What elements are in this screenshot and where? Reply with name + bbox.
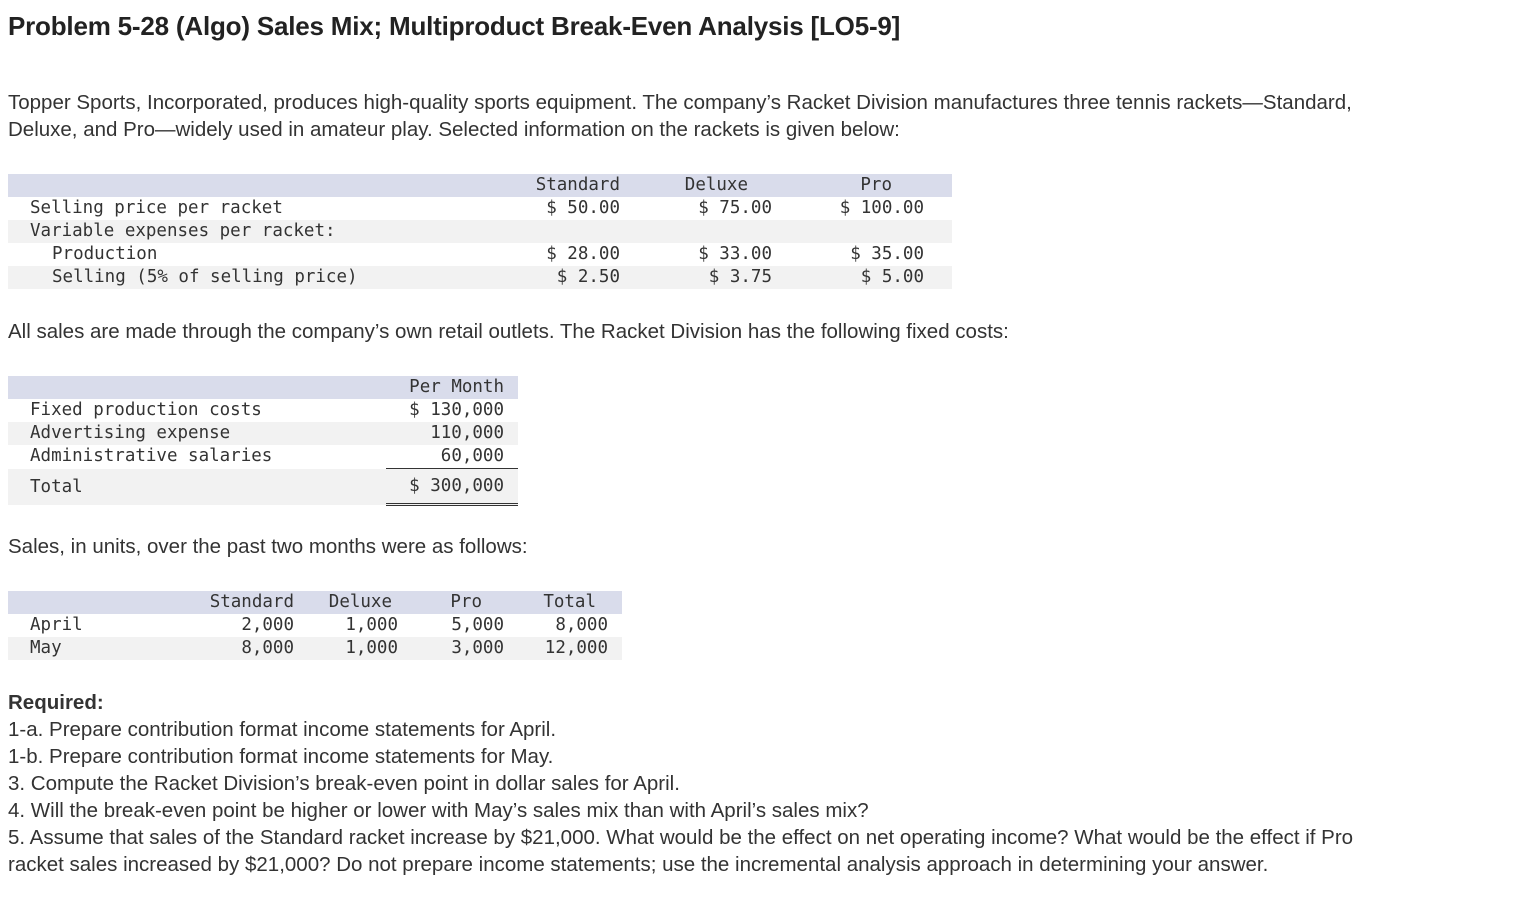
table-row: [8, 637, 622, 660]
row-label: Administrative salaries: [8, 445, 386, 469]
row-label: Advertising expense: [8, 422, 386, 445]
cell-value: $ 2.50: [528, 266, 620, 289]
fixed-costs-table: [8, 376, 518, 506]
table-row: [8, 399, 518, 422]
table-row: [8, 243, 952, 266]
table-row: [8, 614, 622, 637]
row-label: Variable expenses per racket:: [8, 220, 528, 243]
fixed-table-header: [8, 376, 518, 399]
row-label: May: [8, 637, 198, 660]
cell-value: $ 3.75: [620, 266, 772, 289]
cell-value: 60,000: [386, 445, 504, 469]
required-item: 1-b. Prepare contribution format income statements for May.: [8, 745, 554, 768]
cell-value: 8,000: [198, 637, 294, 660]
problem-title: Problem 5-28 (Algo) Sales Mix; Multiproduct Break-Even Analysis [LO5-9]: [8, 11, 901, 41]
fixed-costs-intro: All sales are made through the company’s own retail outlets. The Racket Division has the following fixed costs:: [8, 320, 1009, 343]
cell-value: $ 130,000: [386, 399, 504, 422]
cell-value: 5,000: [398, 614, 504, 637]
cell-value: 2,000: [198, 614, 294, 637]
intro-paragraph: Topper Sports, Incorporated, produces high-quality sports equipment. The company’s Racket Division manufactures three tennis rackets—Standard, Deluxe, and Pro—widely used in amateur play. Selected information on the rackets is given below:: [8, 91, 1352, 141]
header-deluxe: Deluxe: [294, 591, 398, 614]
cell-value: 3,000: [398, 637, 504, 660]
cell-value: [772, 220, 924, 243]
sales-units-table: [8, 591, 622, 660]
row-label: Selling (5% of selling price): [8, 266, 528, 289]
sales-intro: Sales, in units, over the past two months were as follows:: [8, 535, 528, 558]
header-pro: Pro: [772, 174, 924, 197]
cell-value: 12,000: [504, 637, 608, 660]
required-item: 5. Assume that sales of the Standard racket increase by $21,000. What would be the effect on net operating income? What would be the effect if Pro racket sales increased by $21,000? Do not prepare income statements; use the incremental analysis approach in determining your answer.: [8, 826, 1354, 876]
table-row: [8, 220, 952, 243]
row-label: Production: [8, 243, 528, 266]
cell-value: $ 50.00: [528, 197, 620, 220]
row-label: Selling price per racket: [8, 197, 528, 220]
row-label: Fixed production costs: [8, 399, 386, 422]
required-item: 4. Will the break-even point be higher or lower with May’s sales mix than with April’s sales mix?: [8, 799, 869, 822]
table-row: [8, 422, 518, 445]
cell-value-total: $ 300,000: [386, 469, 504, 505]
cell-value: $ 5.00: [772, 266, 924, 289]
header-standard: Standard: [198, 591, 294, 614]
racket-table-header: [8, 174, 952, 197]
header-per-month: Per Month: [386, 376, 504, 399]
cell-value: 1,000: [294, 614, 398, 637]
cell-value: $ 75.00: [620, 197, 772, 220]
cell-value: 8,000: [504, 614, 608, 637]
required-item: 3. Compute the Racket Division’s break-even point in dollar sales for April.: [8, 772, 680, 795]
header-total: Total: [504, 591, 608, 614]
cell-value: $ 28.00: [528, 243, 620, 266]
header-pro: Pro: [398, 591, 504, 614]
table-row: [8, 266, 952, 289]
racket-info-table: [8, 174, 952, 289]
header-standard: Standard: [528, 174, 620, 197]
header-deluxe: Deluxe: [620, 174, 772, 197]
sales-table-header: [8, 591, 622, 614]
cell-value: $ 35.00: [772, 243, 924, 266]
row-label: April: [8, 614, 198, 637]
table-row: [8, 445, 518, 469]
required-section: [8, 689, 1408, 878]
cell-value: $ 100.00: [772, 197, 924, 220]
cell-value: [620, 220, 772, 243]
required-title: Required:: [8, 691, 104, 714]
table-row: [8, 197, 952, 220]
cell-value: [528, 220, 620, 243]
cell-value: 1,000: [294, 637, 398, 660]
cell-value: 110,000: [386, 422, 504, 445]
cell-value: $ 33.00: [620, 243, 772, 266]
required-item: 1-a. Prepare contribution format income statements for April.: [8, 718, 557, 741]
table-row-total: [8, 469, 518, 505]
row-label: Total: [8, 469, 386, 505]
